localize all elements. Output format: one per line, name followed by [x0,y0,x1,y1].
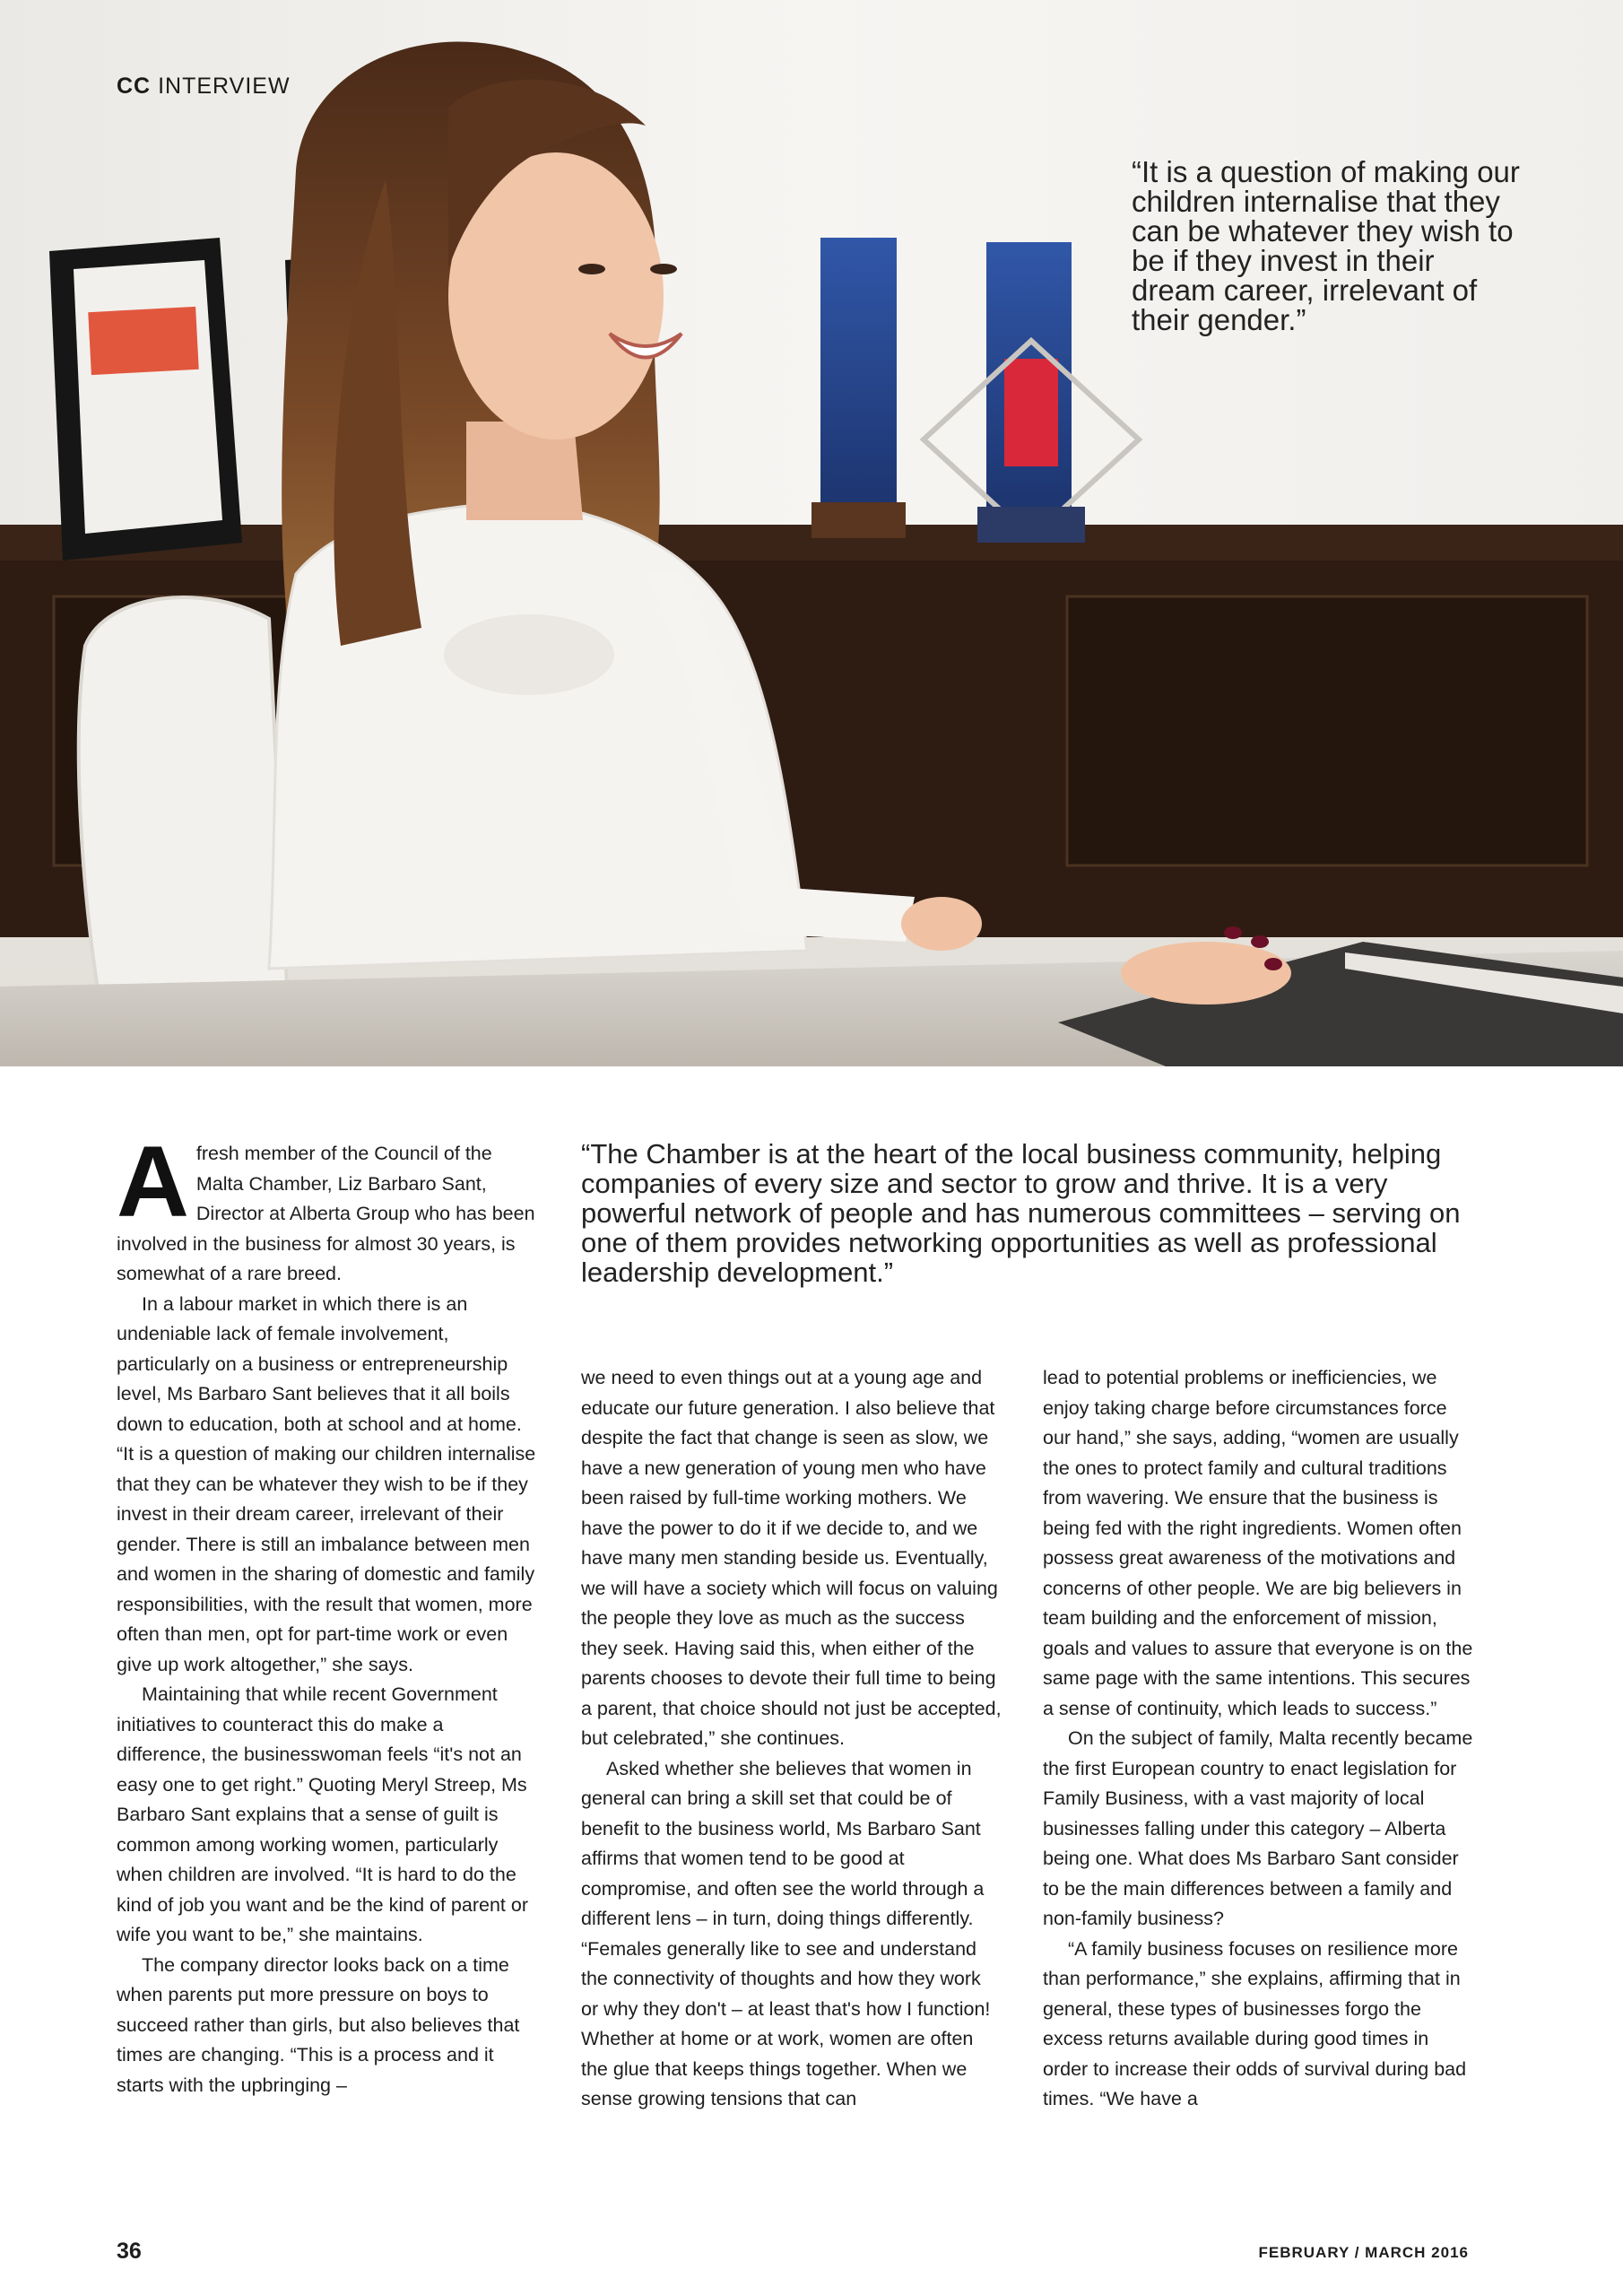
section-tag-bold: CC [117,74,152,99]
paragraph: On the subject of family, Malta recently became the first European country to enact legislation for Family Business, with a vast majority of local businesses falling under this category – Alberta being one. What does Ms Barbaro Sant consider to be the main differences between a family and non-family business? [1043,1727,1473,1929]
paragraph: In a labour market in which there is an undeniable lack of female involvement, particularly on a business or entrepreneurship level, Ms Barbaro Sant believes that it all boils down to education, both at school and at home. “It is a question of making our children internalise that they can be whatever they wish to be if they invest in their dream career, irrelevant of their gender. There is still an imbalance between men and women in the sharing of domestic and family responsibilities, with the result that women, more often than men, opt for part-time work or even give up work altogether,” she says. [117,1292,536,1675]
paragraph: we need to even things out at a young age and educate our future generation. I also believe that despite the fact that change is seen as slow, we have a new generation of young men who have been raised by full-time working mothers. We have the power to do it if we decide to, and we have many men standing beside us. Eventually, we will have a society which will focus on valuing the people they love as much as the success they seek. Having said this, when either of the parents chooses to devote their full time to being a parent, that choice should not just be accepted, but celebrated,” she continues. [581,1367,1002,1749]
page-number: 36 [117,2239,142,2264]
section-tag-label: INTERVIEW [158,74,291,99]
dropcap: A [117,1126,189,1238]
paragraph: Maintaining that while recent Government initiatives to counteract this do make a difference, the businesswoman feels “it's not an easy one to get right.” Quoting Meryl Streep, Ms Barbaro Sant explains that a sense of guilt is common among working women, particularly when children are involved. “It is hard to do the kind of job you want and be the kind of parent or wife you want to be,” she maintains. [117,1683,528,1945]
article-column-3 [1043,1363,1478,2115]
issue-date: FEBRUARY / MARCH 2016 [1258,2244,1469,2261]
paragraph: Asked whether she believes that women in general can bring a skill set that could be of benefit to the business world, Ms Barbaro Sant affirms that women tend to be good at compromise, and often see the world through a different lens – in turn, doing things differently. “Females generally like to see and understand the connectivity of thoughts and how they work or why they don't – at least that's how I function! Whether at home or at work, women are often the glue that keeps things together. When we sense growing tensions that can [581,1757,991,2109]
paragraph: lead to potential problems or inefficiencies, we enjoy taking charge before circumstances force our hand,” she says, adding, “women are usually the ones to protect family and cultural traditions from wavering. We ensure that the business is being fed with the right ingredients. Women often possess great awareness of the motivations and concerns of other people. We are big believers in team building and the enforcement of mission, goals and values to assure that everyone is on the same page with the same intentions. This secures a sense of continuity, which leads to success.” [1043,1367,1473,1719]
pull-quote: “The Chamber is at the heart of the local business community, helping companies of every size and sector to grow and thrive. It is a very powerful network of people and has numerous committees – serving on one of them provides networking opportunities as well as professional leadership development.” [581,1138,1461,1288]
hero-photo [0,0,1623,1066]
paragraph [117,1126,536,1290]
article-column-2 [581,1363,1002,2115]
paragraph-text: fresh member of the Council of the Malta Chamber, Liz Barbaro Sant, Director at Alberta Group who has been involved in the business for almost 30 years, is somewhat of a rare breed. [117,1143,535,1284]
paragraph: “A family business focuses on resilience more than performance,” she explains, affirming that in general, these types of businesses forgo the excess returns available during good times in order to increase their odds of survival during bad times. “We have a [1043,1937,1467,2109]
certificate-frame-left [49,238,242,561]
paragraph: The company director looks back on a time when parents put more pressure on boys to succeed rather than girls, but also believes that times are changing. “This is a process and it starts with the upbringing – [117,1953,520,2096]
article-column-1 [117,1126,536,2100]
section-tag [117,74,291,100]
photo-quote: “It is a question of making our children internalise that they can be whatever they wish to be if they invest in their dream career, irrelevant of their gender.” [1132,155,1520,336]
